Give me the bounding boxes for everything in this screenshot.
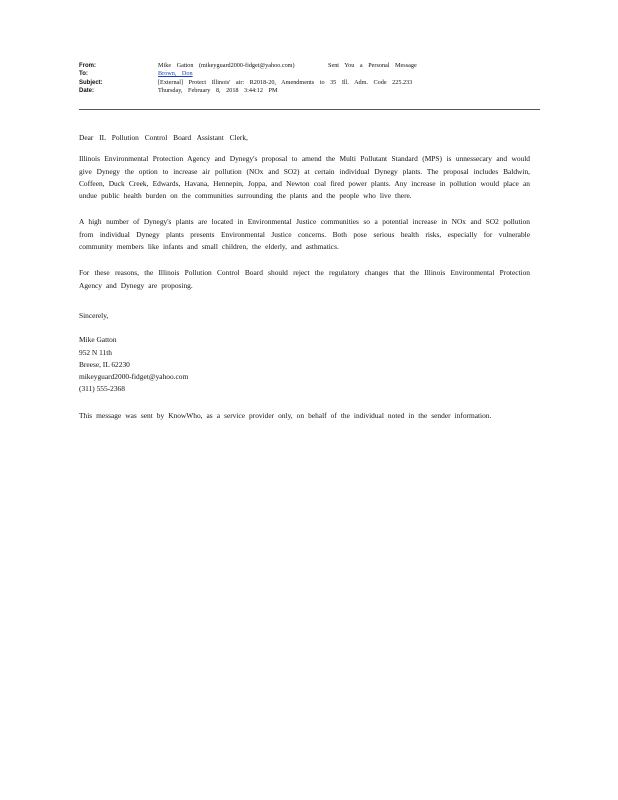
body-paragraph-1: Illinois Environmental Protection Agency and Dynegy's proposal to amend the Multi Pollutant Standard (MPS) is unnessecary and would give Dynegy the option to increase air pollution (NOx and SO2) at certain individual Dynegy plants. The proposal includes Baldwin, Coffeen, Duck Creek, Edwards, Havana, Hennepin, Joppa, and Newton coal fired power plants. Any increase in pollution would place an undue public health burden on the communities surrounding the plants and the people who live there. bbox=[79, 154, 530, 201]
header-divider bbox=[79, 109, 540, 110]
subject-row bbox=[79, 79, 549, 87]
email-body bbox=[79, 132, 530, 422]
signature-street: 952 N 11th bbox=[79, 347, 112, 357]
sent-value: Sent You a Personal Message bbox=[328, 62, 417, 69]
signature-phone: (311) 555-2368 bbox=[79, 384, 125, 394]
to-row bbox=[79, 70, 549, 78]
signature-city: Breese, IL 62230 bbox=[79, 359, 130, 369]
signature-name: Mike Gatton bbox=[79, 335, 117, 345]
date-value: Thursday, February 8, 2018 3:44:12 PM bbox=[158, 86, 278, 94]
from-label: From: bbox=[79, 63, 96, 69]
body-paragraph-3: For these reasons, the Illinois Pollution Control Board should reject the regulatory changes that the Illinois Environmental Protection Agency and Dynegy are proposing. bbox=[79, 268, 530, 290]
date-label: Date: bbox=[79, 87, 95, 94]
subject-value: [External] Protect Illinois' air: R2018-20, Amendments to 35 Ill. Adm. Code 225.233 bbox=[158, 78, 413, 86]
subject-label: Subject: bbox=[79, 79, 103, 86]
disclaimer: This message was sent by KnowWho, as a service provider only, on behalf of the individual noted in the sender information. bbox=[79, 410, 492, 420]
body-paragraph-2: A high number of Dynegy's plants are located in Environmental Justice communities so a potential increase in NOx and SO2 pollution from individual Dynegy plants presents Environmental Justice concerns. Both pose serious health risks, especially for vulnerable community members like infants and small children, the elderly, and asthmatics. bbox=[79, 217, 530, 252]
to-recipient-link[interactable]: Brown, Don bbox=[158, 70, 193, 78]
signature-email: mikeyguard2000-fidget@yahoo.com bbox=[79, 372, 189, 382]
from-value: Mike Gatton (mikeyguard2000-fidget@yahoo.com) bbox=[158, 62, 295, 69]
from-row bbox=[79, 62, 549, 70]
signature-block bbox=[79, 334, 530, 395]
closing: Sincerely, bbox=[79, 310, 109, 320]
to-label: To: bbox=[79, 71, 88, 78]
salutation: Dear IL Pollution Control Board Assistant Clerk, bbox=[79, 133, 248, 142]
date-row bbox=[79, 87, 549, 95]
email-header bbox=[79, 62, 549, 95]
